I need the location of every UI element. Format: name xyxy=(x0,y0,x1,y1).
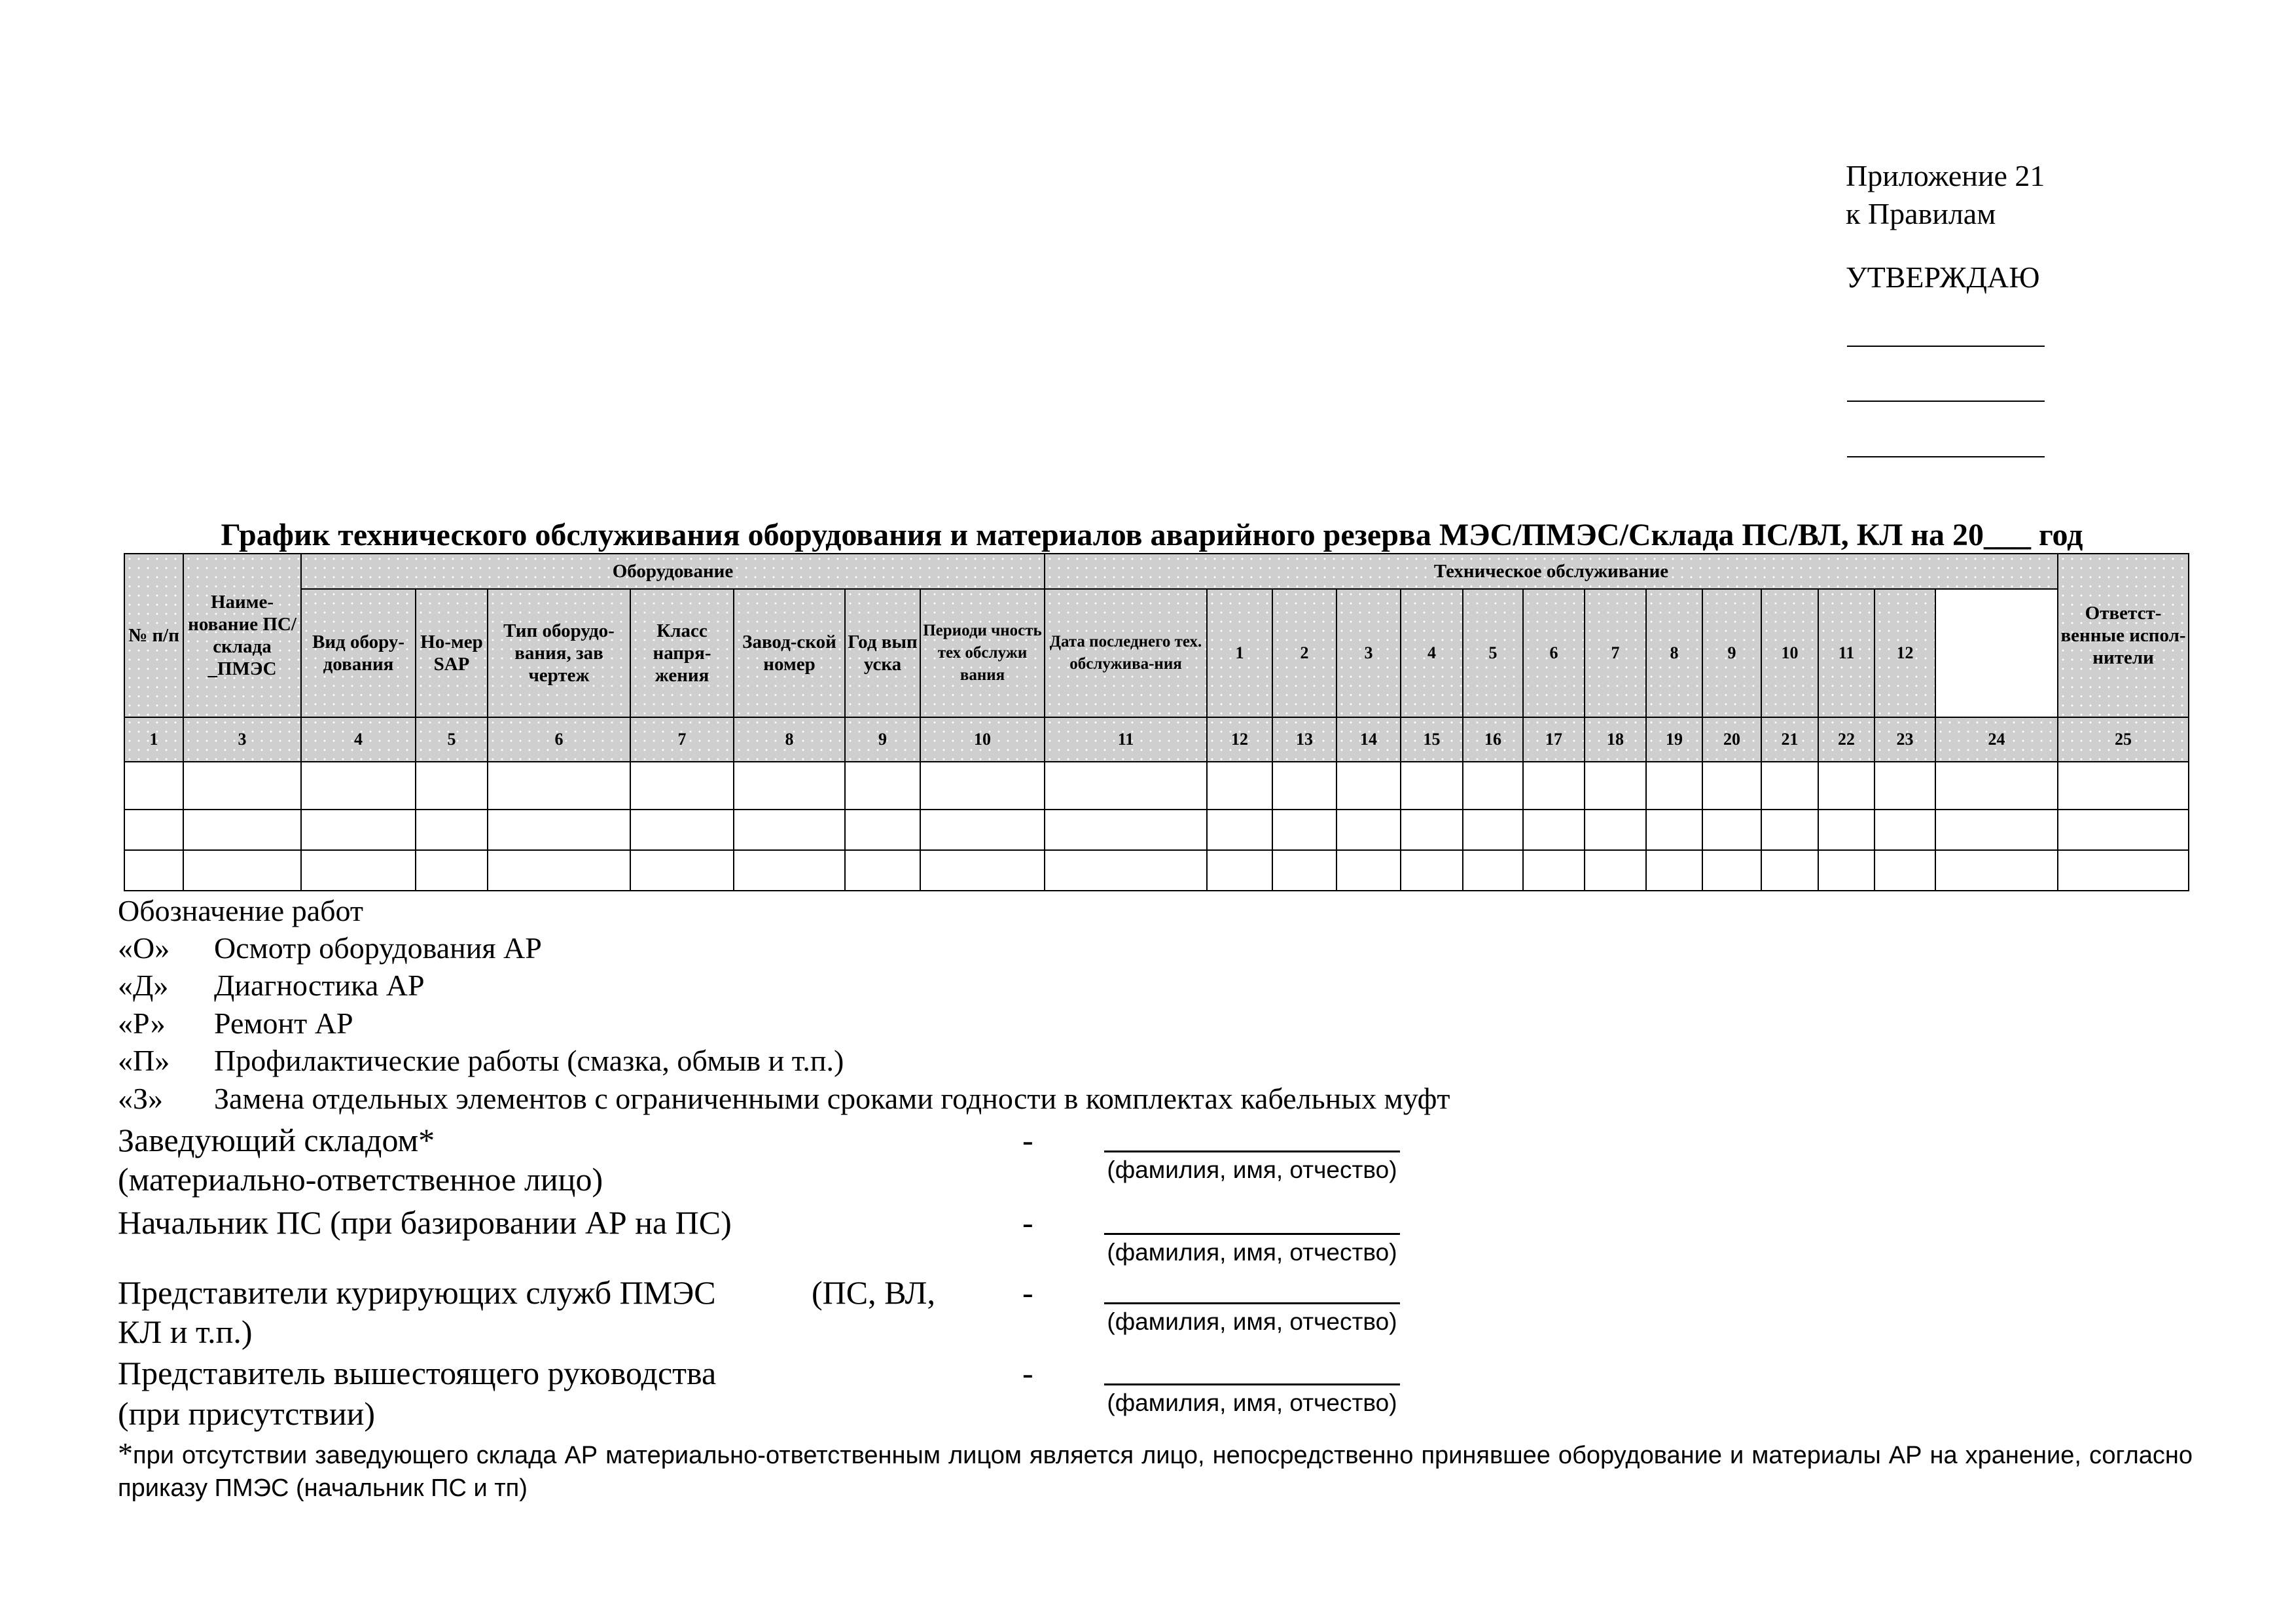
table-cell[interactable] xyxy=(920,850,1045,891)
table-cell[interactable] xyxy=(920,810,1045,850)
column-number: 4 xyxy=(301,717,416,762)
header-month: 5 xyxy=(1463,589,1523,717)
header-model: Тип оборудо-вания, зав чертеж xyxy=(488,589,630,717)
header-voltage: Класс напря-жения xyxy=(630,589,734,717)
table-cell[interactable] xyxy=(416,762,488,810)
table-cell[interactable] xyxy=(301,762,416,810)
table-cell[interactable] xyxy=(1045,850,1207,891)
table-cell[interactable] xyxy=(1207,762,1272,810)
signature-line-2[interactable] xyxy=(1104,1233,1400,1235)
table-cell[interactable] xyxy=(734,762,845,810)
table-cell[interactable] xyxy=(845,850,920,891)
table-cell[interactable] xyxy=(1401,810,1463,850)
table-cell[interactable] xyxy=(1874,850,1935,891)
approve-label: УТВЕРЖДАЮ xyxy=(1846,260,2040,294)
signatory-3-title: Представители курирующих служб ПМЭС xyxy=(118,1274,716,1311)
legend-text: Осмотр оборудования АР xyxy=(214,931,542,965)
header-num: № п/п xyxy=(124,554,183,717)
table-cell[interactable] xyxy=(920,762,1045,810)
table-cell[interactable] xyxy=(488,810,630,850)
table-cell[interactable] xyxy=(124,762,183,810)
column-number: 16 xyxy=(1463,717,1523,762)
table-cell[interactable] xyxy=(2058,850,2189,891)
legend-code: «Р» xyxy=(118,1007,166,1040)
column-number: 11 xyxy=(1045,717,1207,762)
table-cell[interactable] xyxy=(1702,810,1761,850)
table-cell[interactable] xyxy=(1702,762,1761,810)
table-cell[interactable] xyxy=(1646,810,1702,850)
signatory-2-title: Начальник ПС (при базировании АР на ПС) xyxy=(118,1204,732,1241)
table-cell[interactable] xyxy=(1646,850,1702,891)
table-cell[interactable] xyxy=(1935,850,2058,891)
fio-caption: (фамилия, имя, отчество) xyxy=(1107,1308,1397,1335)
header-responsible: Ответст-венные испол-нители xyxy=(2058,554,2189,717)
header-month: 11 xyxy=(1818,589,1874,717)
legend-code: «Д» xyxy=(118,969,169,1002)
column-number: 1 xyxy=(124,717,183,762)
table-cell[interactable] xyxy=(1463,810,1523,850)
footnote-text: при отсутствии заведующего склада АР материально-ответственным лицом является лицо, непосредственно принявшее оборудование и материалы АР на хранение, согласно приказу ПМЭС (начальник ПС и тп) xyxy=(118,1442,2193,1502)
legend-text: Замена отдельных элементов с ограниченными сроками годности в комплектах кабельных муфт xyxy=(214,1082,1450,1115)
signature-line-4[interactable] xyxy=(1104,1383,1400,1385)
column-number: 20 xyxy=(1702,717,1761,762)
table-cell[interactable] xyxy=(1761,762,1818,810)
header-type: Вид обору-дования xyxy=(301,589,416,717)
column-number: 23 xyxy=(1874,717,1935,762)
header-last-date: Дата последнего тех. обслужива-ния xyxy=(1045,589,1207,717)
column-number: 12 xyxy=(1207,717,1272,762)
header-year: Год вып уска xyxy=(845,589,920,717)
column-number: 5 xyxy=(416,717,488,762)
approval-line-2 xyxy=(1847,401,2045,402)
column-number: 6 xyxy=(488,717,630,762)
column-number: 10 xyxy=(920,717,1045,762)
table-cell[interactable] xyxy=(1585,850,1646,891)
legend-text: Ремонт АР xyxy=(214,1007,353,1040)
header-period: Периоди чность тех обслужи вания xyxy=(920,589,1045,717)
header-maintenance-group: Техническое обслуживание xyxy=(1045,554,2058,589)
table-cell[interactable] xyxy=(301,850,416,891)
column-number: 7 xyxy=(630,717,734,762)
fio-caption: (фамилия, имя, отчество) xyxy=(1107,1156,1397,1183)
column-number: 25 xyxy=(2058,717,2189,762)
table-cell[interactable] xyxy=(1761,850,1818,891)
legend-text: Профилактические работы (смазка, обмыв и т.п.) xyxy=(214,1044,844,1077)
column-number: 9 xyxy=(845,717,920,762)
table-cell[interactable] xyxy=(1585,762,1646,810)
header-month: 10 xyxy=(1761,589,1818,717)
legend-title: Обозначение работ xyxy=(118,894,364,927)
header-serial: Завод-ской номер xyxy=(734,589,845,717)
footnote-star: * xyxy=(118,1436,133,1470)
signature-dash: - xyxy=(1022,1355,1033,1391)
rules-label: к Правилам xyxy=(1846,197,1996,230)
fio-caption: (фамилия, имя, отчество) xyxy=(1107,1389,1397,1416)
header-month: 8 xyxy=(1646,589,1702,717)
signature-dash: - xyxy=(1022,1274,1033,1311)
table-cell[interactable] xyxy=(1702,850,1761,891)
table-cell[interactable] xyxy=(1045,762,1207,810)
column-number: 24 xyxy=(1935,717,2058,762)
table-cell[interactable] xyxy=(488,762,630,810)
table-cell[interactable] xyxy=(124,850,183,891)
header-month: 4 xyxy=(1401,589,1463,717)
signatory-4-subtitle: (при присутствии) xyxy=(118,1395,375,1432)
table-cell[interactable] xyxy=(1523,850,1585,891)
column-number: 22 xyxy=(1818,717,1874,762)
column-number: 8 xyxy=(734,717,845,762)
table-cell[interactable] xyxy=(1272,850,1336,891)
table-cell[interactable] xyxy=(1463,762,1523,810)
signatory-1-title: Заведующий складом* xyxy=(118,1122,435,1158)
table-cell[interactable] xyxy=(1207,850,1272,891)
table-cell[interactable] xyxy=(1523,810,1585,850)
table-cell[interactable] xyxy=(1207,810,1272,850)
table-cell[interactable] xyxy=(1336,850,1401,891)
legend-code: «З» xyxy=(118,1082,164,1115)
table-cell[interactable] xyxy=(734,850,845,891)
table-cell[interactable] xyxy=(630,810,734,850)
table-cell[interactable] xyxy=(124,810,183,850)
legend-text: Диагностика АР xyxy=(214,969,425,1002)
table-cell[interactable] xyxy=(1401,762,1463,810)
table-cell[interactable] xyxy=(1585,810,1646,850)
header-month: 2 xyxy=(1272,589,1336,717)
table-cell[interactable] xyxy=(630,762,734,810)
header-sap: Но-мер SAP xyxy=(416,589,488,717)
table-cell[interactable] xyxy=(2058,762,2189,810)
table-cell[interactable] xyxy=(1818,850,1874,891)
table-cell[interactable] xyxy=(1336,810,1401,850)
footnote xyxy=(118,1437,2193,1505)
legend-code: «О» xyxy=(118,931,170,965)
table-cell[interactable] xyxy=(488,850,630,891)
table-cell[interactable] xyxy=(1874,810,1935,850)
table-cell[interactable] xyxy=(1935,810,2058,850)
column-number: 19 xyxy=(1646,717,1702,762)
document-title: График технического обслуживания оборудования и материалов аварийного резерва МЭС/ПМЭС/Склада ПС/ВЛ, КЛ на 20___ год xyxy=(221,518,2083,552)
table-cell[interactable] xyxy=(2058,810,2189,850)
table-cell[interactable] xyxy=(416,810,488,850)
signature-line-1[interactable] xyxy=(1104,1150,1400,1152)
header-name: Наиме-нование ПС/ склада _ПМЭС xyxy=(183,554,301,717)
table-cell[interactable] xyxy=(183,810,301,850)
signatory-4-title: Представитель вышестоящего руководства xyxy=(118,1355,717,1391)
header-month: 3 xyxy=(1336,589,1401,717)
table-cell[interactable] xyxy=(1761,810,1818,850)
column-number: 15 xyxy=(1401,717,1463,762)
legend-code: «П» xyxy=(118,1044,170,1077)
approval-line-3 xyxy=(1847,456,2045,457)
table-cell[interactable] xyxy=(1818,762,1874,810)
table-cell[interactable] xyxy=(1045,810,1207,850)
table-cell[interactable] xyxy=(1874,762,1935,810)
table-cell[interactable] xyxy=(1646,762,1702,810)
column-number: 18 xyxy=(1585,717,1646,762)
table-cell[interactable] xyxy=(1463,850,1523,891)
table-cell[interactable] xyxy=(845,762,920,810)
table-cell[interactable] xyxy=(301,810,416,850)
column-number: 3 xyxy=(183,717,301,762)
column-number: 17 xyxy=(1523,717,1585,762)
table-cell[interactable] xyxy=(1523,762,1585,810)
signature-dash: - xyxy=(1022,1204,1033,1241)
table-cell[interactable] xyxy=(1336,762,1401,810)
signature-line-3[interactable] xyxy=(1104,1302,1400,1304)
column-number: 14 xyxy=(1336,717,1401,762)
header-month: 6 xyxy=(1523,589,1585,717)
table-cell[interactable] xyxy=(1818,810,1874,850)
table-cell[interactable] xyxy=(630,850,734,891)
signatory-3-extra: (ПС, ВЛ, xyxy=(812,1274,935,1311)
table-cell[interactable] xyxy=(1272,810,1336,850)
table-cell[interactable] xyxy=(416,850,488,891)
table-row xyxy=(124,850,2189,891)
table-cell[interactable] xyxy=(183,850,301,891)
table-cell[interactable] xyxy=(734,810,845,850)
column-number: 13 xyxy=(1272,717,1336,762)
signatory-3-subtitle: КЛ и т.п.) xyxy=(118,1313,253,1350)
table-cell[interactable] xyxy=(183,762,301,810)
approval-line-1 xyxy=(1847,346,2045,347)
header-month: 9 xyxy=(1702,589,1761,717)
maintenance-schedule-table xyxy=(124,553,2189,891)
signatory-1-subtitle: (материально-ответственное лицо) xyxy=(118,1161,603,1198)
header-month: 12 xyxy=(1874,589,1935,717)
header-month: 7 xyxy=(1585,589,1646,717)
header-equipment-group: Оборудование xyxy=(301,554,1045,589)
table-row xyxy=(124,762,2189,810)
signature-dash: - xyxy=(1022,1122,1033,1158)
appendix-label: Приложение 21 xyxy=(1846,159,2045,192)
table-row xyxy=(124,810,2189,850)
header-month: 1 xyxy=(1207,589,1272,717)
column-number: 21 xyxy=(1761,717,1818,762)
table-cell[interactable] xyxy=(1401,850,1463,891)
fio-caption: (фамилия, имя, отчество) xyxy=(1107,1239,1397,1266)
table-cell[interactable] xyxy=(1935,762,2058,810)
table-cell[interactable] xyxy=(1272,762,1336,810)
table-cell[interactable] xyxy=(845,810,920,850)
